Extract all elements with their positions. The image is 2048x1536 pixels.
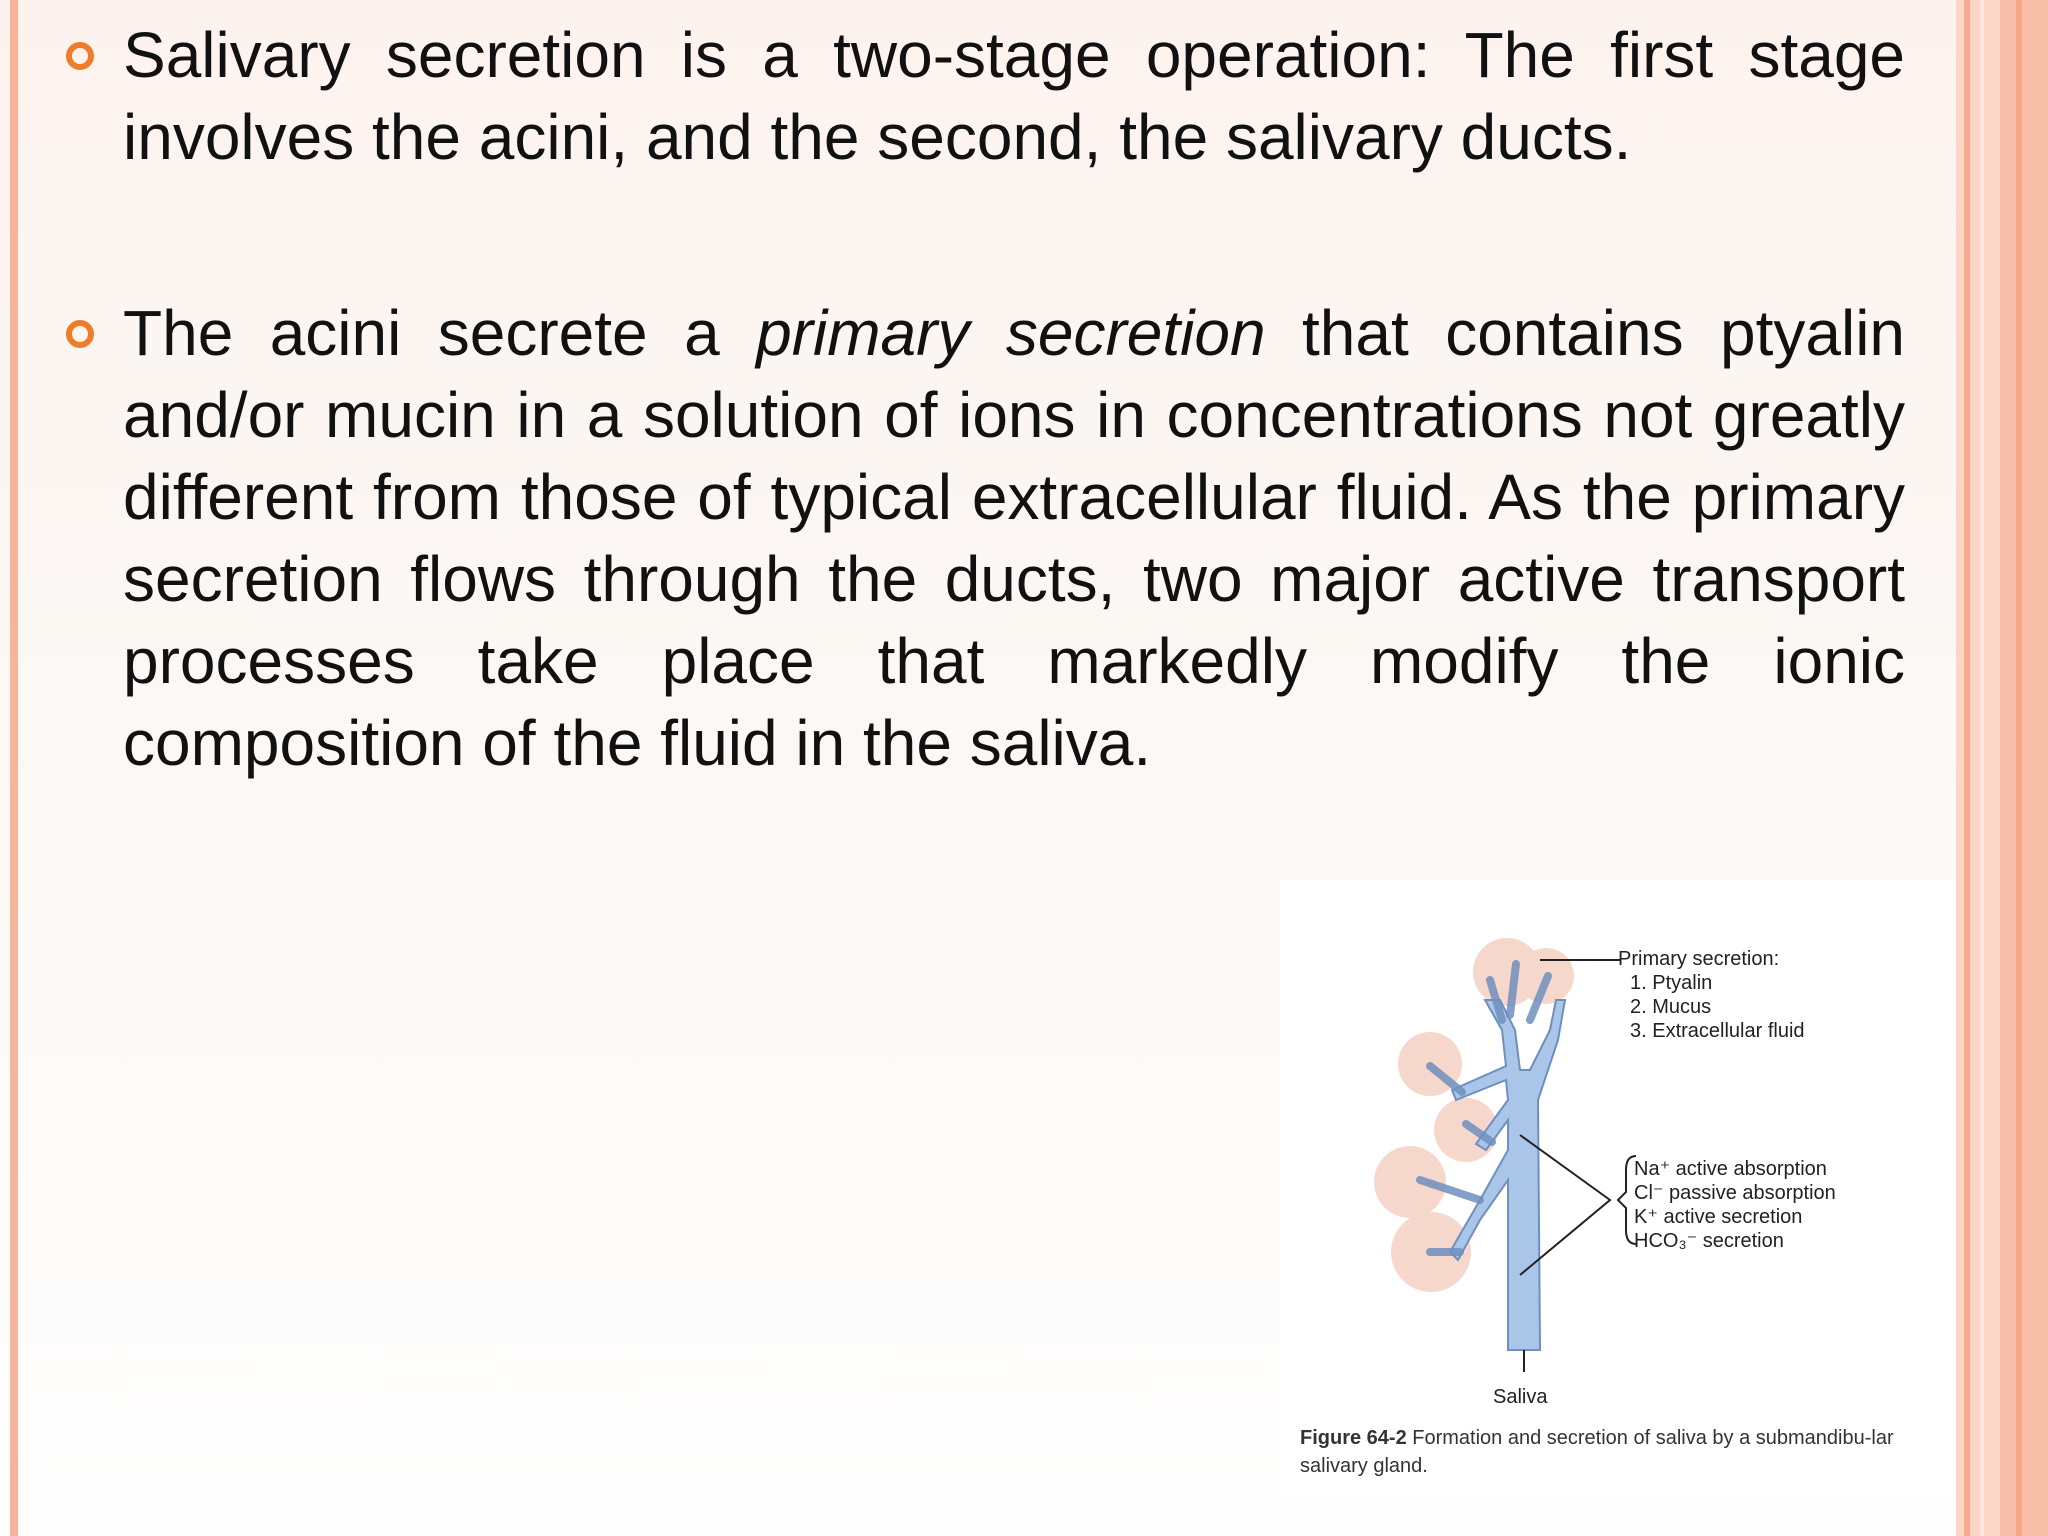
primary-secretion-label: Primary secretion: <box>1618 948 1780 970</box>
gland-diagram <box>1280 880 1956 1500</box>
figure-caption <box>1300 1424 1940 1480</box>
duct-process-item: K⁺ active secretion <box>1634 1206 1803 1228</box>
duct-process-item: Cl⁻ passive absorption <box>1634 1182 1836 1204</box>
bullet-marker-icon <box>66 320 94 348</box>
right-border-frame <box>1956 0 2048 1536</box>
primary-item: 1. Ptyalin <box>1630 972 1713 994</box>
duct-process-item: HCO₃⁻ secretion <box>1634 1230 1784 1252</box>
duct-process-item: Na⁺ active absorption <box>1634 1158 1827 1180</box>
caption-label: Figure 64-2 <box>1300 1427 1407 1449</box>
primary-item: 2. Mucus <box>1630 996 1712 1018</box>
bullet-text-2: The acini secrete a primary secretion that contains ptyalin and/or mucin in a solution of ions in concentrations not greatly different from those of typical extracellular fluid. As the primary secretion flows through the ducts, two major active transport processes take place that markedly modify the ionic composition of the fluid in the saliva. <box>123 297 1906 779</box>
caption-text: Formation and secretion of saliva by a submandibu-lar salivary gland. <box>1300 1427 1894 1477</box>
primary-item: 3. Extracellular fluid <box>1630 1020 1805 1042</box>
bullet-text-1: Salivary secretion is a two-stage operation: The first stage involves the acini, and the second, the salivary ducts. <box>123 19 1905 173</box>
salivary-gland-figure <box>1280 880 1956 1500</box>
emphasis-primary-secretion: primary secretion <box>756 297 1266 369</box>
bullet-marker-icon <box>66 42 94 70</box>
saliva-label: Saliva <box>1493 1386 1548 1408</box>
left-border-stripe <box>10 0 18 1536</box>
